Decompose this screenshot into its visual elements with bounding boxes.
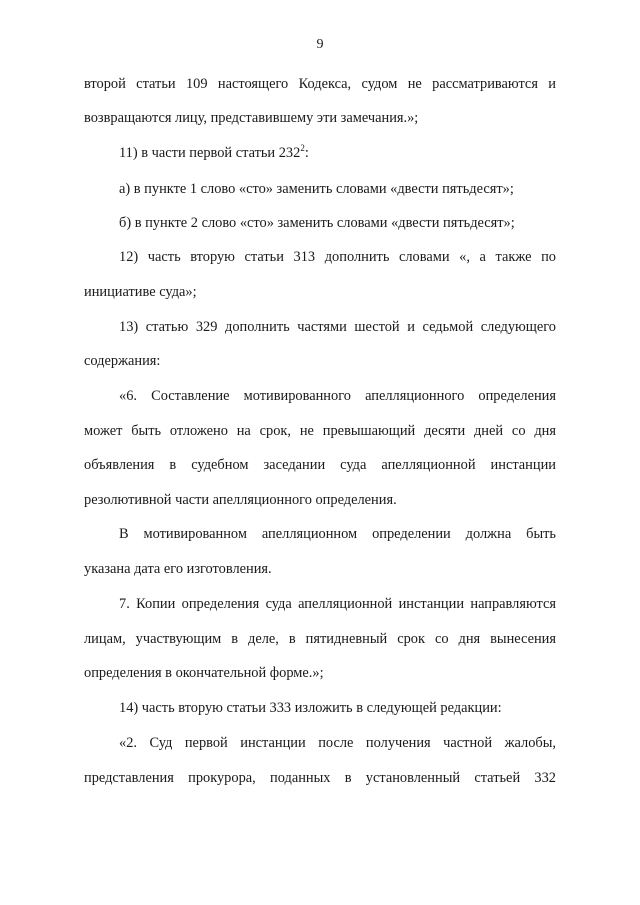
text-line: определения в окончательной форме.»;: [84, 665, 324, 681]
text-line: «2. Суд первой инстанции после получения частной жалобы,: [119, 735, 556, 751]
text-line: может быть отложено на срок, не превышающий десяти дней со дня: [84, 423, 556, 439]
text-line: 13) статью 329 дополнить частями шестой и седьмой следующего: [119, 319, 556, 335]
text-line: инициативе суда»;: [84, 284, 197, 300]
text-line: резолютивной части апелляционного определения.: [84, 492, 397, 508]
superscript: 2: [300, 143, 305, 154]
text-line: 14) часть вторую статьи 333 изложить в следующей редакции:: [119, 700, 502, 716]
page-number: 9: [316, 37, 324, 52]
text-line: указана дата его изготовления.: [84, 561, 272, 577]
text-line: лицам, участвующим в деле, в пятидневный срок со дня вынесения: [84, 631, 556, 647]
text-line: а) в пункте 1 слово «сто» заменить словами «двести пятьдесят»;: [119, 181, 514, 197]
text-line: второй статьи 109 настоящего Кодекса, судом не рассматриваются и: [84, 76, 556, 92]
text-line: содержания:: [84, 353, 161, 369]
text-line: возвращаются лицу, представившему эти замечания.»;: [84, 110, 419, 126]
text-line: б) в пункте 2 слово «сто» заменить словами «двести пятьдесят»;: [119, 215, 515, 231]
text-line-item-11: 11) в части первой статьи $232^2$:: [119, 143, 309, 161]
text-line: 12) часть вторую статьи 313 дополнить словами «, а также по: [119, 249, 556, 265]
text-line: «6. Составление мотивированного апелляционного определения: [119, 388, 556, 404]
text-line: представления прокурора, поданных в установленный статьей 332: [84, 770, 556, 786]
text-line: 7. Копии определения суда апелляционной инстанции направляются: [119, 596, 556, 612]
text-line: В мотивированном апелляционном определении должна быть: [119, 526, 556, 542]
text-line: объявления в судебном заседании суда апелляционной инстанции: [84, 457, 556, 473]
